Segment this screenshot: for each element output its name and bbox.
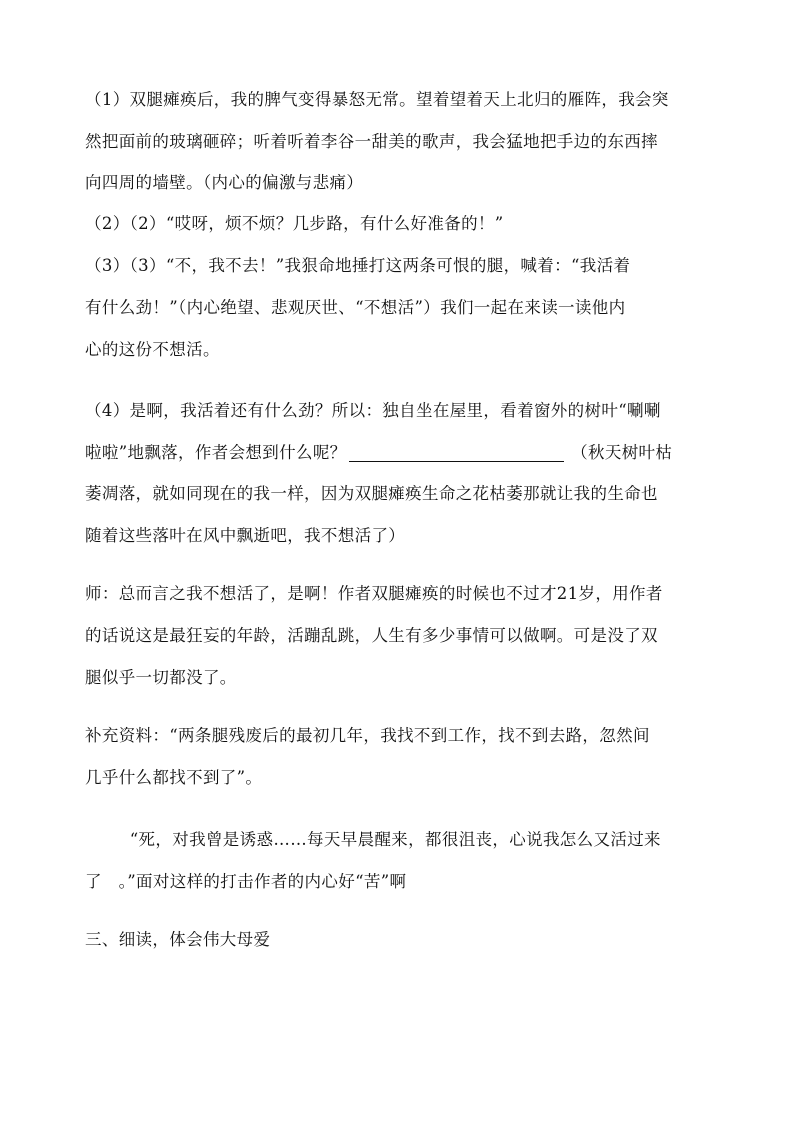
section-3-heading: 三、细读，体会伟大母爱 [85, 930, 271, 949]
paragraph-5-line-1: 师：总而言之我不想活了，是啊！作者双腿瘫痪的时候也不过才21岁，用作者 [85, 584, 663, 603]
answer-start-text: （秋天树叶枯 [565, 443, 673, 462]
paragraph-5-line-2: 的话说这是最狂妄的年龄，活蹦乱跳，人生有多少事情可以做啊。可是没了双 [85, 626, 658, 645]
paragraph-6-line-2: 几乎什么都找不到了”。 [85, 768, 263, 787]
paragraph-3-line-2: 有什么劲！”（内心绝望、悲观厌世、“不想活”）我们一起在来读一读他内 [85, 298, 626, 317]
answer-blank [349, 445, 564, 462]
paragraph-3-line-1: （3）（3）“不，我不去！”我狠命地捶打这两条可恨的腿，喊着：“我活着 [85, 256, 631, 275]
paragraph-4-line-4: 随着这些落叶在风中飘逝吧，我不想活了） [85, 526, 406, 545]
paragraph-1-line-2: 然把面前的玻璃砸碎；听着听着李谷一甜美的歌声，我会猛地把手边的东西摔 [85, 132, 658, 151]
paragraph-1-line-1: （1）双腿瘫痪后，我的脾气变得暴怒无常。望着望着天上北归的雁阵，我会突 [85, 90, 669, 109]
paragraph-4-line-2 [85, 441, 672, 465]
paragraph-1-line-3: 向四周的墙壁。（内心的偏激与悲痛） [85, 173, 364, 192]
paragraph-3-line-3: 心的这份不想活。 [85, 340, 220, 359]
paragraph-7-line-1: “死，对我曾是诱惑……每天早晨醒来，都很沮丧，心说我怎么又活过来 [85, 830, 661, 849]
paragraph-2-line-1: （2）（2）“哎呀，烦不烦？几步路，有什么好准备的！” [85, 214, 504, 233]
paragraph-4-line-3: 萎凋落，就如同现在的我一样，因为双腿瘫痪生命之花枯萎那就让我的生命也 [85, 484, 658, 503]
paragraph-7-line-2: 了 。”面对这样的打击作者的内心好“苦”啊 [85, 872, 407, 891]
paragraph-4-line-1: （4）是啊，我活着还有什么劲？所以：独自坐在屋里，看着窗外的树叶“唰唰 [85, 401, 661, 420]
paragraph-5-line-3: 腿似乎一切都没了。 [85, 668, 237, 687]
question-text: 啦啦”地飘落，作者会想到什么呢？ [85, 443, 347, 462]
paragraph-6-line-1: 补充资料：“两条腿残废后的最初几年，我找不到工作，找不到去路，忽然间 [85, 726, 650, 745]
